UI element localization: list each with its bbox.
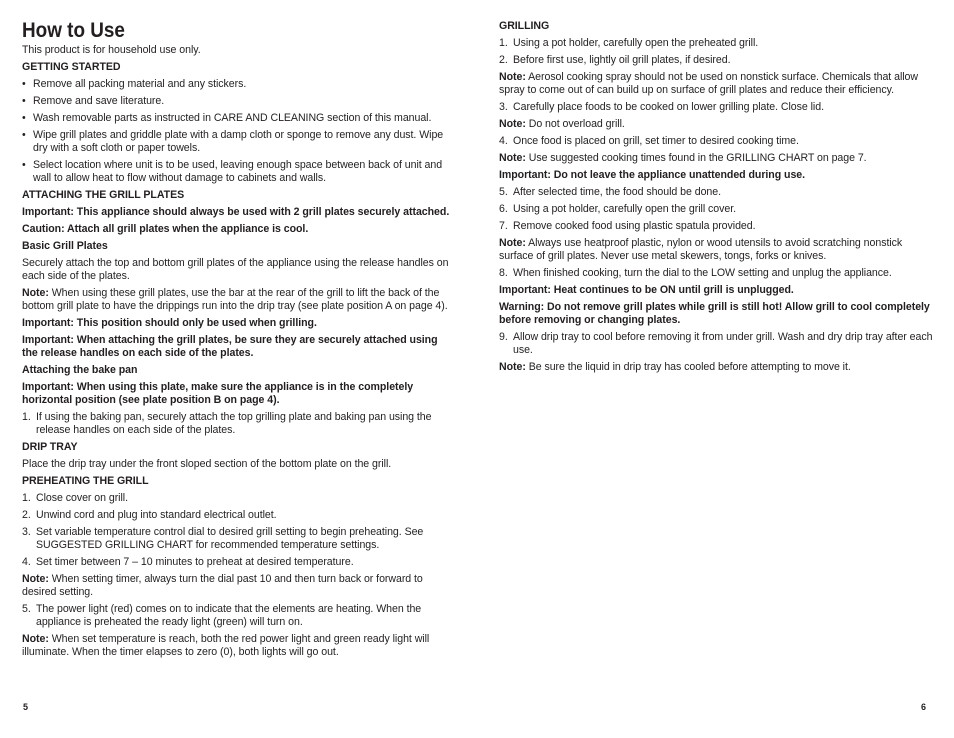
important-note: Important: This position should only be used when grilling. — [22, 317, 317, 329]
numbered-step: 3. Set variable temperature control dial to desired grill setting to begin preheating. See SUGGESTED GRILLING CHART for recommended temperature settings. — [22, 526, 424, 551]
bullet-item: • Wipe grill plates and griddle plate with a damp cloth or sponge to remove any dust. Wipe dry with a soft cloth or paper towels. — [22, 129, 456, 155]
attaching-heading: ATTACHING THE GRILL PLATES — [22, 189, 185, 201]
preheating-heading: PREHEATING THE GRILL — [22, 475, 149, 487]
note-paragraph: Note: Use suggested cooking times found in the GRILLING CHART on page 7. — [499, 152, 867, 164]
numbered-step: 4. Once food is placed on grill, set timer to desired cooking time. — [499, 135, 799, 147]
numbered-step: 1. Close cover on grill. — [22, 492, 128, 504]
numbered-step: 9. Allow drip tray to cool before removing it from under grill. Wash and dry drip tray after each use. — [499, 331, 933, 356]
important-note: Important: This appliance should always be used with 2 grill plates securely attached. — [22, 206, 450, 218]
numbered-step: 1. If using the baking pan, securely attach the top grilling plate and baking pan using the release handles on each side of the plates. — [22, 411, 432, 436]
note-paragraph: Note: Be sure the liquid in drip tray has cooled before attempting to move it. — [499, 361, 851, 373]
numbered-step: 3. Carefully place foods to be cooked on lower grilling plate. Close lid. — [499, 101, 824, 113]
important-note: Important: Do not leave the appliance unattended during use. — [499, 169, 806, 181]
numbered-step: 2. Before first use, lightly oil grill plates, if desired. — [499, 54, 731, 66]
bullet-item: • Remove and save literature. — [22, 95, 456, 108]
note-paragraph — [22, 287, 456, 313]
note-paragraph: Note: Always use heatproof plastic, nylon or wood utensils to avoid scratching nonstick surface of grill plates. Never use metal skewers, tongs, forks or knives. — [499, 237, 903, 262]
note-text: When using these grill plates, use the bar at the rear of the grill to lift the back of the bottom grill plate to have the drippings run into the drip tray (see plate position A on page 4). — [22, 287, 448, 312]
intro-text: This product is for household use only. — [22, 44, 201, 56]
note-paragraph: Note: When setting timer, always turn the dial past 10 and then turn back or forward to desired setting. — [22, 573, 423, 598]
warning-note: Warning: Do not remove grill plates while grill is still hot! Allow grill to cool completely before removing or changing plates. — [499, 301, 930, 326]
bake-pan-heading: Attaching the bake pan — [22, 364, 138, 376]
bullet-item: • Remove all packing material and any stickers. — [22, 78, 456, 91]
getting-started-heading: GETTING STARTED — [22, 61, 121, 73]
drip-tray-heading: DRIP TRAY — [22, 441, 78, 453]
note-paragraph: Note: When set temperature is reach, both the red power light and green ready light will illuminate. When the timer elapses to zero (0), both lights will go out. — [22, 633, 430, 658]
numbered-step: 1. Using a pot holder, carefully open the preheated grill. — [499, 37, 759, 49]
basic-grill-text: Securely attach the top and bottom grill plates of the appliance using the release handles on each side of the plates. — [22, 257, 449, 282]
right-column — [499, 20, 935, 378]
bullet-item: • Select location where unit is to be used, leaving enough space between back of unit and wall to allow heat to flow without damage to cabinets and walls. — [22, 159, 456, 185]
numbered-step: 7. Remove cooked food using plastic spatula provided. — [499, 220, 756, 232]
numbered-step: 5. After selected time, the food should be done. — [499, 186, 721, 198]
numbered-step: 5. The power light (red) comes on to indicate that the elements are heating. When the appliance is preheated the ready light (green) will turn on. — [22, 603, 422, 628]
page-number-right: 6 — [921, 702, 927, 712]
numbered-step: 2. Unwind cord and plug into standard electrical outlet. — [22, 509, 277, 521]
page-number-left: 5 — [23, 702, 29, 712]
note-paragraph: Note: Do not overload grill. — [499, 118, 625, 130]
page-title: How to Use — [22, 19, 125, 42]
numbered-step: 4. Set timer between 7 – 10 minutes to preheat at desired temperature. — [22, 556, 354, 568]
caution-note: Caution: Attach all grill plates when the appliance is cool. — [22, 223, 309, 235]
note-paragraph: Note: Aerosol cooking spray should not be used on nonstick surface. Chemicals that allow spray to come out of can build up on surface of grill plates and reduce their efficiency. — [499, 71, 918, 96]
bullet-item: • Wash removable parts as instructed in CARE AND CLEANING section of this manual. — [22, 112, 456, 125]
important-note: Important: Heat continues to be ON until grill is unplugged. — [499, 284, 794, 296]
drip-tray-text: Place the drip tray under the front sloped section of the bottom plate on the grill. — [22, 458, 392, 470]
numbered-step: 8. When finished cooking, turn the dial to the LOW setting and unplug the appliance. — [499, 267, 892, 279]
grilling-heading: GRILLING — [499, 20, 550, 32]
important-note: Important: When attaching the grill plates, be sure they are securely attached using the release handles on each side of the plates. — [22, 334, 438, 359]
left-column — [22, 44, 456, 663]
important-note: Important: When using this plate, make sure the appliance is in the completely horizontal position (see plate position B on page 4). — [22, 381, 414, 406]
numbered-step: 6. Using a pot holder, carefully open the grill cover. — [499, 203, 736, 215]
basic-grill-heading: Basic Grill Plates — [22, 240, 108, 252]
note-label: Note: — [22, 287, 49, 299]
